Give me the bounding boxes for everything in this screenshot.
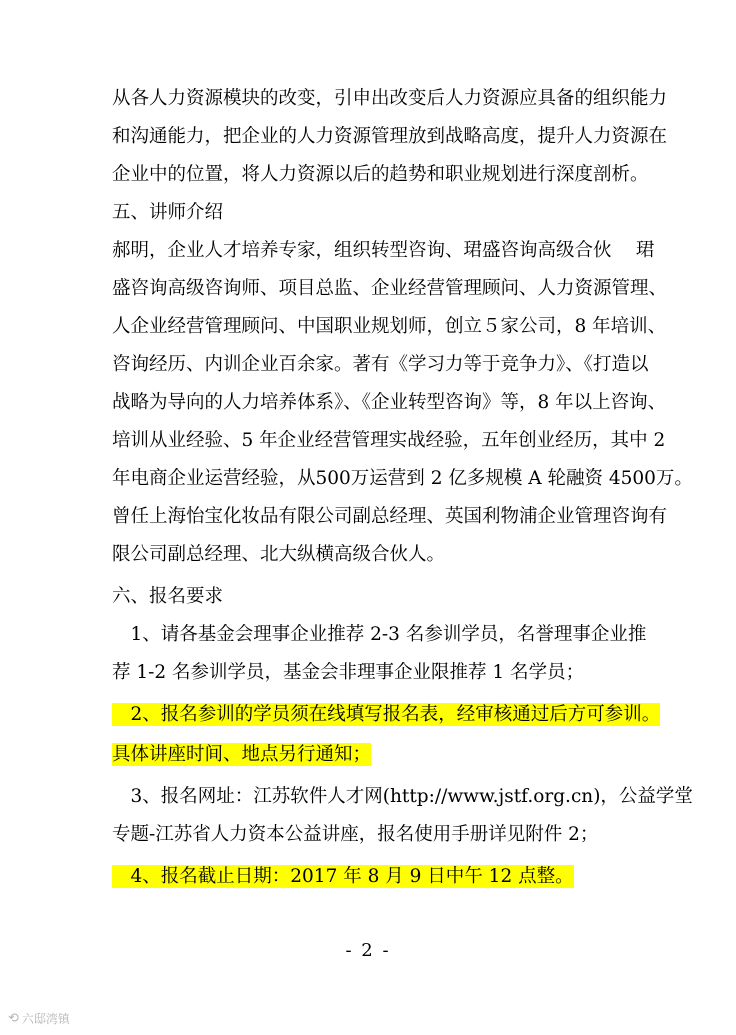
paragraph-line: 限公司副总经理、北大纵横高级合伙人。 — [112, 544, 446, 565]
paragraph-line: 郝明，企业人才培养专家，组织转型咨询、珺盛咨询高级合伙 珺 — [112, 240, 655, 261]
page-number: - 2 - — [345, 940, 391, 961]
watermark-logo-icon: ⟲ — [8, 1011, 19, 1026]
paragraph-line: 咨询经历、内训企业百余家。著有《学习力等于竞争力》、《打造以 — [112, 354, 649, 375]
requirement-item-3-cont: 专题-江苏省人力资本公益讲座，报名使用手册详见附件 2； — [112, 824, 599, 845]
section-heading-registration: 六、报名要求 — [112, 586, 224, 607]
highlighted-text: 4、报名截止日期：2017 年 8 月 9 日中午 12 点整。 — [112, 866, 574, 887]
requirement-item-1: 1、请各基金会理事企业推荐 2-3 名参训学员，名誉理事企业推 — [112, 624, 647, 645]
paragraph-line: 企业中的位置，将人力资源以后的趋势和职业规划进行深度剖析。 — [112, 164, 649, 185]
paragraph-line: 和沟通能力，把企业的人力资源管理放到战略高度，提升人力资源在 — [112, 126, 668, 147]
paragraph-line: 培训从业经验、5 年企业经营管理实战经验，五年创业经历，其中 2 — [112, 430, 666, 451]
paragraph-line: 年电商企业运营经验，从500万运营到 2 亿多规模 A 轮融资 4500万。 — [112, 468, 693, 489]
requirement-item-2-highlight — [112, 702, 661, 728]
paragraph-line: 曾任上海怡宝化妆品有限公司副总经理、英国利物浦企业管理咨询有 — [112, 506, 668, 527]
requirement-item-2-cont-highlight — [112, 742, 628, 768]
paragraph-line: 从各人力资源模块的改变，引申出改变后人力资源应具备的组织能力 — [112, 88, 668, 109]
paragraph-line: 战略为导向的人力培养体系》、《企业转型咨询》等，8 年以上咨询、 — [112, 392, 667, 413]
watermark-text: 六邸湾镇 — [21, 1012, 70, 1026]
highlighted-text: 具体讲座时间、地点另行通知； — [112, 744, 372, 765]
paragraph-line: 盛咨询高级咨询师、项目总监、企业经营管理顾问、人力资源管理、 — [112, 278, 668, 299]
requirement-item-3: 3、报名网址：江苏软件人才网(http://www.jstf.org.cn)，公益学堂 — [112, 786, 693, 807]
requirement-item-4-highlight — [112, 864, 628, 890]
requirement-item-1-cont: 荐 1-2 名参训学员，基金会非理事企业限推荐 1 名学员； — [112, 662, 585, 683]
watermark — [8, 1010, 70, 1027]
highlighted-text: 2、报名参训的学员须在线填写报名表，经审核通过后方可参训。 — [112, 704, 661, 725]
section-heading-lecturer: 五、讲师介绍 — [112, 202, 224, 223]
paragraph-line: 人企业经营管理顾问、中国职业规划师，创立５家公司，8 年培训、 — [112, 316, 667, 337]
